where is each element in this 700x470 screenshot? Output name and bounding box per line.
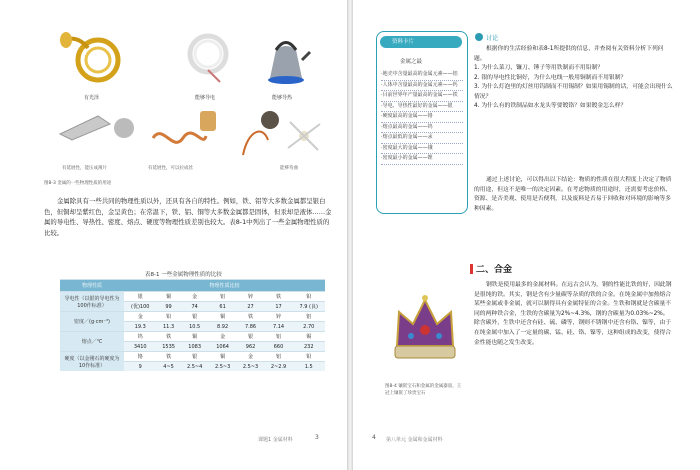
footer-tag-right: 第八单元 金属和金属材料 bbox=[386, 437, 443, 443]
table-col-header-right: 物理性质比较 bbox=[124, 280, 325, 292]
row-label-density: 密度／(g·cm⁻³) bbox=[60, 312, 124, 332]
value-cell: 2.5~3 bbox=[237, 362, 265, 372]
metal-cell: 铁 bbox=[237, 312, 265, 322]
value-cell: 232 bbox=[292, 342, 325, 352]
metal-cell: 金 bbox=[124, 312, 156, 322]
footer-tag-left: 课题1 金属材料 bbox=[258, 437, 293, 443]
metal-cell: 铝 bbox=[292, 312, 325, 322]
value-cell: 19.3 bbox=[124, 322, 156, 332]
metal-cell: 金 bbox=[181, 292, 209, 302]
metal-cell: 铅 bbox=[292, 292, 325, 302]
electric-wire-image bbox=[180, 30, 235, 85]
caption-bend: 能够弯曲 bbox=[280, 166, 298, 171]
left-page bbox=[0, 0, 347, 470]
value-cell: 962 bbox=[237, 342, 265, 352]
page-number-right: 4 bbox=[372, 434, 376, 441]
discussion-intro: 根据你的生活经验和表8-1所提供的信息，并查阅有关资料分析下列问题。 bbox=[474, 46, 664, 62]
value-cell: 1535 bbox=[156, 342, 180, 352]
value-cell: 99 bbox=[156, 302, 180, 312]
value-cell: 11.3 bbox=[156, 322, 180, 332]
metal-cell: 铅 bbox=[156, 312, 180, 322]
value-cell: 8.92 bbox=[209, 322, 237, 332]
page-number-left: 3 bbox=[315, 434, 319, 441]
metal-cell: 铝 bbox=[265, 352, 293, 362]
metal-cell: 铜 bbox=[209, 312, 237, 322]
metal-cell: 银 bbox=[181, 312, 209, 322]
value-cell: 7.86 bbox=[237, 322, 265, 332]
metal-cell: 铝 bbox=[209, 292, 237, 302]
caption-sheet: 有延展性，能压成薄片 bbox=[62, 166, 107, 171]
row-label-melting-point: 熔点／℃ bbox=[60, 332, 124, 352]
discussion-item: 4. 为什么有的铁制品如水龙头等要镀铬？如果镀金怎么样？ bbox=[474, 103, 627, 110]
discussion-heading: 讨论 bbox=[486, 35, 499, 42]
card-item: ·熔点最高的金属——钨 bbox=[381, 123, 463, 134]
metal-cell: 金 bbox=[237, 352, 265, 362]
metal-cell: 铜 bbox=[181, 332, 209, 342]
metal-cell: 锌 bbox=[237, 292, 265, 302]
alloy-paragraph: 钢铁是使用最多的金属材料。在远古会认为，钢的性能比铁的好，因此钢是很纯的铁。其实，钢是含有少量碳等杂质的铁的合金。在纯金属中加热熔合某些金属或非金属，就可以制得具有金属特征的合金。生铁和钢就是含碳量不同的两种铁合金，生铁的含碳量为2%~4.3%，钢的含碳量为0.03%~2%。除含碳外，生铁中还含有硅、硫、磷等，钢则不锈钢中还含有铬、镍等，由于在纯金属中加入了一定量的碳、锰、硅、铬、镍等，这种组成的改变，使得合金性能也随之发生改变。 bbox=[474, 282, 672, 346]
value-cell: (优)100 bbox=[124, 302, 156, 312]
caption-wire: 有延展性，可以拉成丝 bbox=[148, 166, 193, 171]
value-cell: 9 bbox=[124, 362, 156, 372]
card-item: ·人体中含量最高的金属元素——钙 bbox=[381, 81, 463, 92]
body-paragraph: 金属除具有一些共同的物理性质以外，还具有各自的特性。例如，铁、铝等大多数金属都呈银白色，但铜却呈紫红色，金呈黄色；在常温下，铁、铝、铜等大多数金属都是固体，但汞却是液体……金属的导电性、导热性、密度、熔点、硬度等物理性质差别也较大。表8-1中列出了一些金属物理性质的比较。 bbox=[44, 197, 332, 237]
metal-cell: 铁 bbox=[156, 332, 180, 342]
card-item: ·导电、导热性最好的金属——银 bbox=[381, 102, 463, 113]
card-item: ·密度最小的金属——锂 bbox=[381, 154, 463, 165]
metal-cell: 金 bbox=[209, 332, 237, 342]
metal-cell: 铁 bbox=[265, 292, 293, 302]
kettle-image bbox=[258, 30, 313, 88]
value-cell: 1.5 bbox=[292, 362, 325, 372]
discussion-icon bbox=[474, 32, 484, 42]
metal-cell: 铅 bbox=[292, 352, 325, 362]
info-card-subtitle: 金属之最 bbox=[400, 59, 423, 65]
french-horn-image bbox=[58, 30, 130, 88]
value-cell: 3410 bbox=[124, 342, 156, 352]
value-cell: 660 bbox=[265, 342, 293, 352]
discussion-item: 3. 为什么灯泡里的灯丝用钨制而不用锡制？如果用锡制的话，可能会出现什么情况？ bbox=[474, 84, 673, 100]
value-cell: 2.70 bbox=[292, 322, 325, 332]
row-label-hardness: 硬度（以金刚石的硬度为10作标准） bbox=[60, 352, 124, 372]
card-item: ·熔点最低的金属——汞 bbox=[381, 133, 463, 144]
metal-cell: 铝 bbox=[265, 332, 293, 342]
wire-ball-image bbox=[258, 108, 284, 132]
value-cell: 10.5 bbox=[181, 322, 209, 332]
crumpled-foil-image bbox=[110, 115, 140, 141]
discussion-list bbox=[474, 64, 674, 112]
value-cell: 1083 bbox=[181, 342, 209, 352]
value-cell: 2.5~3 bbox=[209, 362, 237, 372]
value-cell: 74 bbox=[181, 302, 209, 312]
discussion-item: 1. 为什么菜刀、镰刀、锤子等用铁制而不用铅制？ bbox=[474, 65, 604, 71]
figure-caption-8-4: 图8-4 镶嵌宝石和金属的金属器皿，王冠上镶嵌了珍贵宝石 bbox=[385, 384, 462, 396]
metal-cell: 银 bbox=[124, 292, 156, 302]
metal-cell: 铜 bbox=[209, 352, 237, 362]
figure-caption-8-3: 图8-3 金属的一些物理性质的用途 bbox=[44, 181, 112, 186]
discussion-item: 2. 银的导电性比铜好，为什么电线一般用铜制而不用银制？ bbox=[474, 74, 627, 81]
section-marker bbox=[470, 264, 473, 274]
caption-luster: 有光泽 bbox=[84, 95, 100, 101]
metal-cell: 钨 bbox=[124, 332, 156, 342]
properties-table bbox=[60, 279, 325, 371]
metal-cell: 铁 bbox=[156, 352, 180, 362]
table-title: 表8-1 一些金属物理性质的比较 bbox=[145, 272, 222, 278]
value-cell: 2.5~4 bbox=[181, 362, 209, 372]
flower-ornament-image bbox=[282, 116, 324, 156]
table-col-header-left: 物理性质 bbox=[60, 280, 124, 292]
card-item: ·目前世界年产量最高的金属——铁 bbox=[381, 91, 463, 102]
metal-cell: 锌 bbox=[265, 312, 293, 322]
foil-sheet-image bbox=[58, 112, 113, 142]
value-cell: 2~2.9 bbox=[265, 362, 293, 372]
value-cell: 17 bbox=[265, 302, 293, 312]
caption-conduct-electricity: 能够导电 bbox=[195, 95, 216, 101]
card-item: ·硬度最高的金属——铬 bbox=[381, 112, 463, 123]
value-cell: 7.9 (良) bbox=[292, 302, 325, 312]
row-label-conductivity: 导电性（以银的导电性为100作标准） bbox=[60, 292, 124, 312]
metal-cell: 银 bbox=[181, 352, 209, 362]
metal-cell: 锡 bbox=[292, 332, 325, 342]
value-cell: 7.14 bbox=[265, 322, 293, 332]
metal-cell: 铬 bbox=[124, 352, 156, 362]
crown-image bbox=[389, 290, 461, 372]
metal-cell: 铜 bbox=[156, 292, 180, 302]
value-cell: 27 bbox=[237, 302, 265, 312]
value-cell: 1064 bbox=[209, 342, 237, 352]
info-card-list bbox=[381, 70, 463, 165]
card-item: ·密度最大的金属——锇 bbox=[381, 144, 463, 155]
value-cell: 61 bbox=[209, 302, 237, 312]
card-item: ·地壳中含量最高的金属元素——铝 bbox=[381, 70, 463, 81]
metal-cell: 银 bbox=[237, 332, 265, 342]
alloy-section-title: 二、合金 bbox=[476, 265, 513, 275]
value-cell: 4~5 bbox=[156, 362, 180, 372]
caption-conduct-heat: 能够导热 bbox=[272, 95, 293, 101]
conclusion-paragraph: 通过上述讨论，可以得出以下结论：物质的性质在很大程度上决定了物质的用途，但这不是唯一的决定因素。在考虑物质的用途时，还需要考虑价格、资源、是否美观、使用是否便利，以及废料是否易于回收和对环境的影响等多种因素。 bbox=[474, 177, 672, 212]
info-card-title: 资料卡片 bbox=[380, 36, 462, 48]
wire-spool-image bbox=[196, 108, 220, 134]
